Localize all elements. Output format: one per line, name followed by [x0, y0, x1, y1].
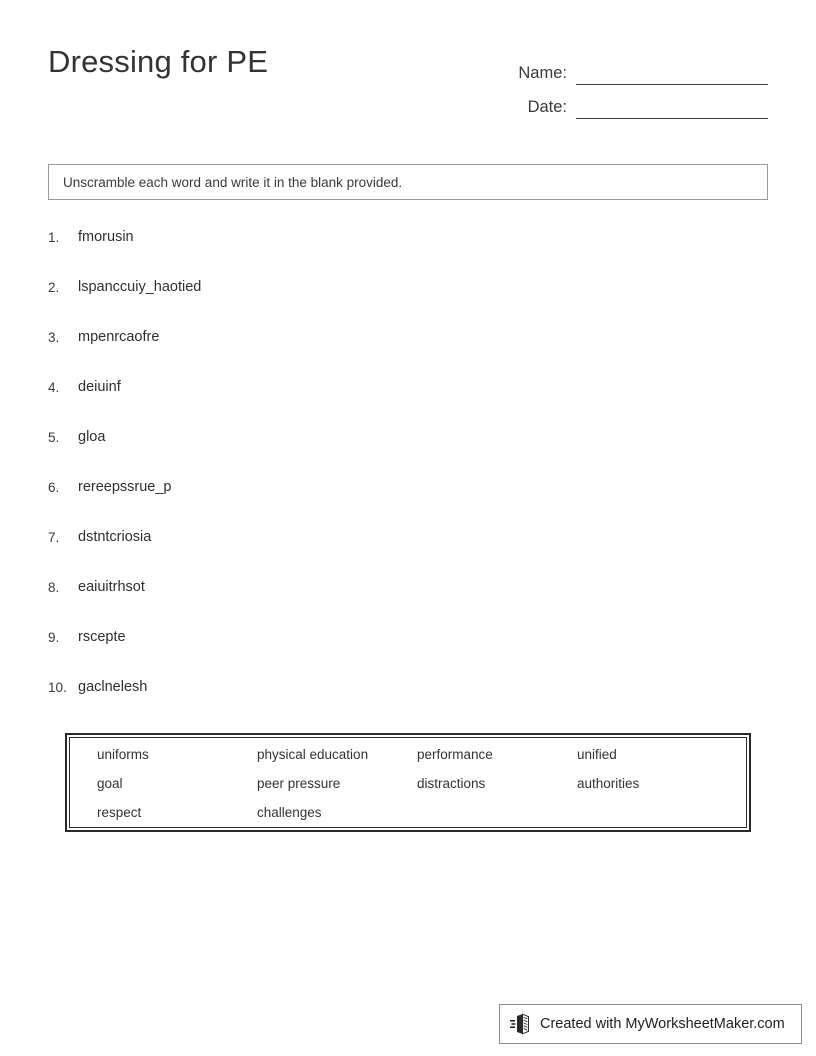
scrambled-word: deiuinf [78, 379, 121, 395]
word-bank-row [70, 798, 746, 827]
question-number: 9. [48, 630, 60, 645]
badge-text: Created with MyWorksheetMaker.com [540, 1016, 785, 1032]
scrambled-word: rscepte [78, 629, 126, 645]
word-bank-row [70, 740, 746, 769]
word-bank-word: performance [417, 747, 493, 762]
word-bank-row [70, 769, 746, 798]
word-bank-word: uniforms [97, 747, 149, 762]
word-bank-word: challenges [257, 805, 322, 820]
question-row [48, 328, 768, 378]
word-bank-word: physical education [257, 747, 369, 762]
question-row [48, 578, 768, 628]
instructions-box [48, 164, 768, 200]
question-number: 4. [48, 380, 60, 395]
date-label: Date: [527, 98, 567, 116]
question-row [48, 678, 768, 728]
date-input-line[interactable] [576, 98, 768, 119]
question-number: 1. [48, 230, 60, 245]
myworksheetmaker-logo-icon [509, 1011, 535, 1037]
name-date-block [468, 51, 768, 119]
question-number: 5. [48, 430, 60, 445]
word-bank-word: distractions [417, 776, 486, 791]
name-input-line[interactable] [576, 64, 768, 85]
word-bank-word: respect [97, 805, 142, 820]
scrambled-word: mpenrcaofre [78, 329, 160, 345]
question-row [48, 478, 768, 528]
question-row [48, 228, 768, 278]
question-number: 6. [48, 480, 60, 495]
word-bank-word: authorities [577, 776, 640, 791]
name-label: Name: [518, 64, 567, 82]
question-row [48, 428, 768, 478]
question-list [48, 228, 768, 728]
question-row [48, 528, 768, 578]
question-number: 3. [48, 330, 60, 345]
date-row [468, 85, 768, 119]
question-row [48, 278, 768, 328]
question-number: 10. [48, 680, 67, 695]
scrambled-word: lspanccuiy_haotied [78, 279, 202, 295]
word-bank [65, 733, 751, 832]
scrambled-word: gloa [78, 429, 106, 445]
scrambled-word: rereepssrue_p [78, 479, 172, 495]
instructions-text: Unscramble each word and write it in the blank provided. [63, 174, 403, 190]
scrambled-word: fmorusin [78, 229, 134, 245]
page-title: Dressing for PE [48, 44, 269, 79]
word-bank-inner [69, 737, 747, 828]
name-row [468, 51, 768, 85]
question-row [48, 628, 768, 678]
question-row [48, 378, 768, 428]
footer-badge[interactable] [499, 1004, 802, 1044]
worksheet-header [48, 44, 768, 134]
scrambled-word: dstntcriosia [78, 529, 152, 545]
question-number: 2. [48, 280, 60, 295]
question-number: 8. [48, 580, 60, 595]
word-bank-word: peer pressure [257, 776, 341, 791]
word-bank-word: unified [577, 747, 617, 762]
scrambled-word: eaiuitrhsot [78, 579, 145, 595]
word-bank-word: goal [97, 776, 123, 791]
scrambled-word: gaclnelesh [78, 679, 148, 695]
question-number: 7. [48, 530, 60, 545]
